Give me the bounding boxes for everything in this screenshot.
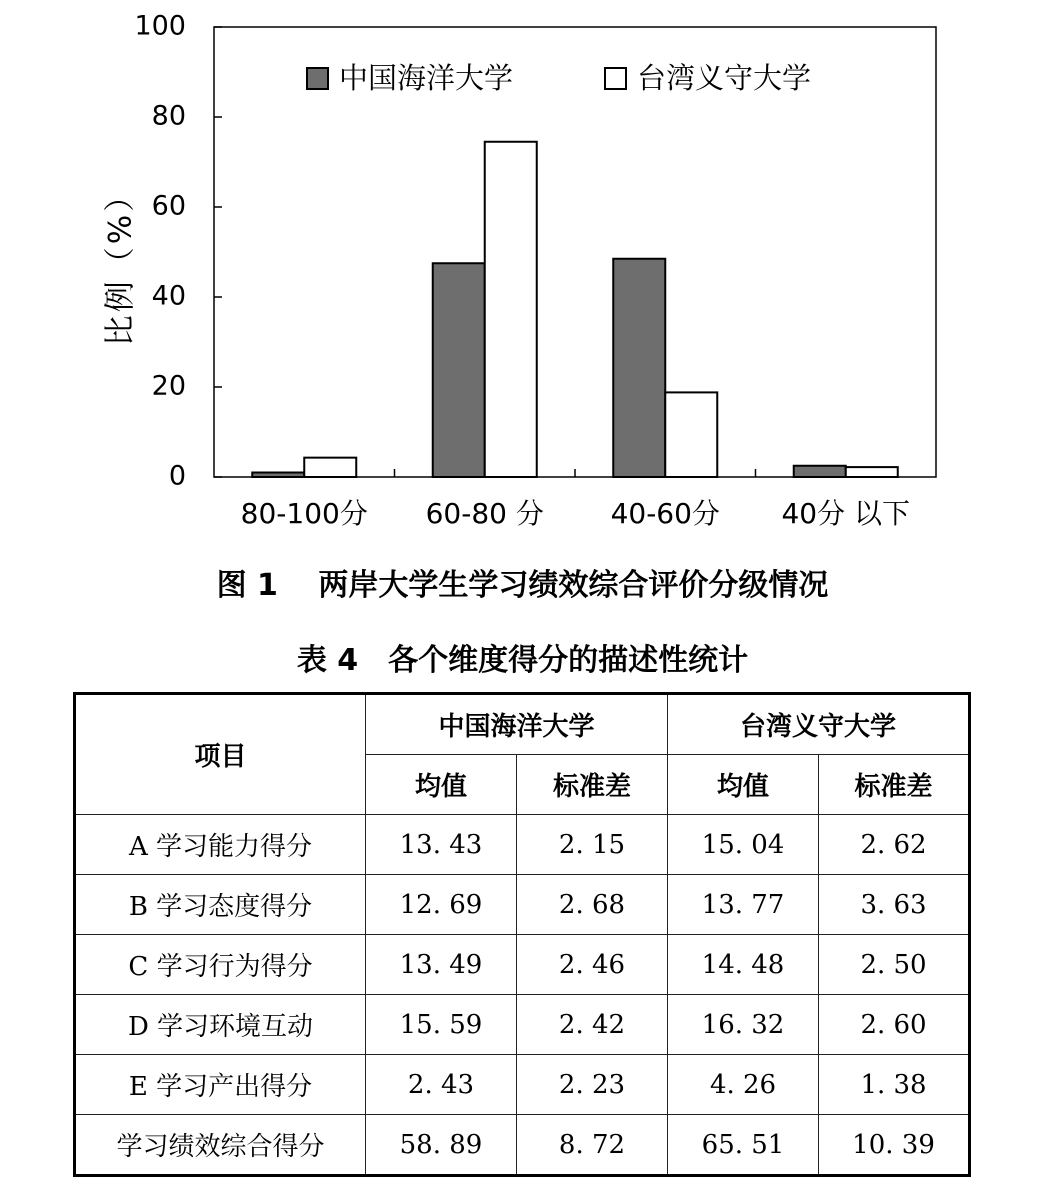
table-cell: 13. 77 <box>668 875 819 935</box>
y-axis-label: 比例（%） <box>102 177 139 347</box>
bar-isu-university <box>304 458 356 477</box>
table-cell: 65. 51 <box>668 1115 819 1176</box>
x-tick-label: 40-60分 <box>610 497 720 530</box>
bar-ocean-university <box>252 473 304 478</box>
table-row <box>75 1115 970 1176</box>
subheader-std: 标准差 <box>819 755 970 815</box>
table-row <box>75 815 970 875</box>
x-axis <box>241 469 910 530</box>
header-item: 项目 <box>75 694 366 815</box>
subheader-mean: 均值 <box>366 755 517 815</box>
y-tick-label: 20 <box>151 370 186 402</box>
table-cell: 13. 43 <box>366 815 517 875</box>
y-tick-label: 80 <box>151 100 186 132</box>
bar-isu-university <box>485 142 537 477</box>
subheader-mean: 均值 <box>668 755 819 815</box>
table-cell: 2. 46 <box>517 935 668 995</box>
table-cell: 14. 48 <box>668 935 819 995</box>
bar-ocean-university <box>433 263 485 477</box>
y-axis <box>134 11 222 492</box>
x-tick-label: 80-100分 <box>240 497 368 530</box>
table-cell: 16. 32 <box>668 995 819 1055</box>
x-tick-label: 60-80 分 <box>425 497 544 530</box>
table-cell: 2. 60 <box>819 995 970 1055</box>
table-cell: 15. 59 <box>366 995 517 1055</box>
table-row <box>75 995 970 1055</box>
table-cell: 2. 42 <box>517 995 668 1055</box>
table-cell: 58. 89 <box>366 1115 517 1176</box>
figure-caption: 图 1 两岸大学生学习绩效综合评价分级情况 <box>216 568 829 603</box>
y-tick-label: 60 <box>151 190 186 222</box>
row-label: D 学习环境互动 <box>75 995 366 1055</box>
y-tick-label: 100 <box>134 10 186 42</box>
legend <box>307 61 811 95</box>
x-tick-label: 40分 以下 <box>781 497 911 530</box>
plot-area <box>214 27 936 477</box>
table-header-row <box>75 694 970 755</box>
table-cell: 4. 26 <box>668 1055 819 1115</box>
table-row <box>75 875 970 935</box>
table-body <box>75 815 970 1176</box>
table-row <box>75 935 970 995</box>
row-label: E 学习产出得分 <box>75 1055 366 1115</box>
y-tick-label: 40 <box>151 280 186 312</box>
bar-isu-university <box>846 467 898 477</box>
row-label: B 学习态度得分 <box>75 875 366 935</box>
table-cell: 15. 04 <box>668 815 819 875</box>
bar-ocean-university <box>613 259 665 477</box>
table-cell: 8. 72 <box>517 1115 668 1176</box>
bar-isu-university <box>665 392 717 477</box>
legend-label: 中国海洋大学 <box>339 61 514 95</box>
header-group-2: 台湾义守大学 <box>668 694 970 755</box>
table-cell: 1. 38 <box>819 1055 970 1115</box>
table-cell: 2. 62 <box>819 815 970 875</box>
subheader-std: 标准差 <box>517 755 668 815</box>
row-label: C 学习行为得分 <box>75 935 366 995</box>
table-cell: 10. 39 <box>819 1115 970 1176</box>
table-cell: 13. 49 <box>366 935 517 995</box>
table-cell: 2. 43 <box>366 1055 517 1115</box>
table-cell: 2. 68 <box>517 875 668 935</box>
bar-chart <box>0 0 1045 550</box>
legend-swatch <box>605 68 626 89</box>
legend-swatch <box>307 68 328 89</box>
statistics-table <box>73 692 971 1177</box>
table-cell: 2. 50 <box>819 935 970 995</box>
row-label: A 学习能力得分 <box>75 815 366 875</box>
table-row <box>75 1055 970 1115</box>
table-caption: 表 4 各个维度得分的描述性统计 <box>296 643 749 678</box>
table-cell: 3. 63 <box>819 875 970 935</box>
bar-ocean-university <box>794 466 846 477</box>
legend-label: 台湾义守大学 <box>637 61 812 95</box>
table-cell: 2. 23 <box>517 1055 668 1115</box>
table-cell: 2. 15 <box>517 815 668 875</box>
y-tick-label: 0 <box>168 460 186 492</box>
row-label: 学习绩效综合得分 <box>75 1115 366 1176</box>
header-group-1: 中国海洋大学 <box>366 694 668 755</box>
bars <box>252 142 898 477</box>
table-cell: 12. 69 <box>366 875 517 935</box>
